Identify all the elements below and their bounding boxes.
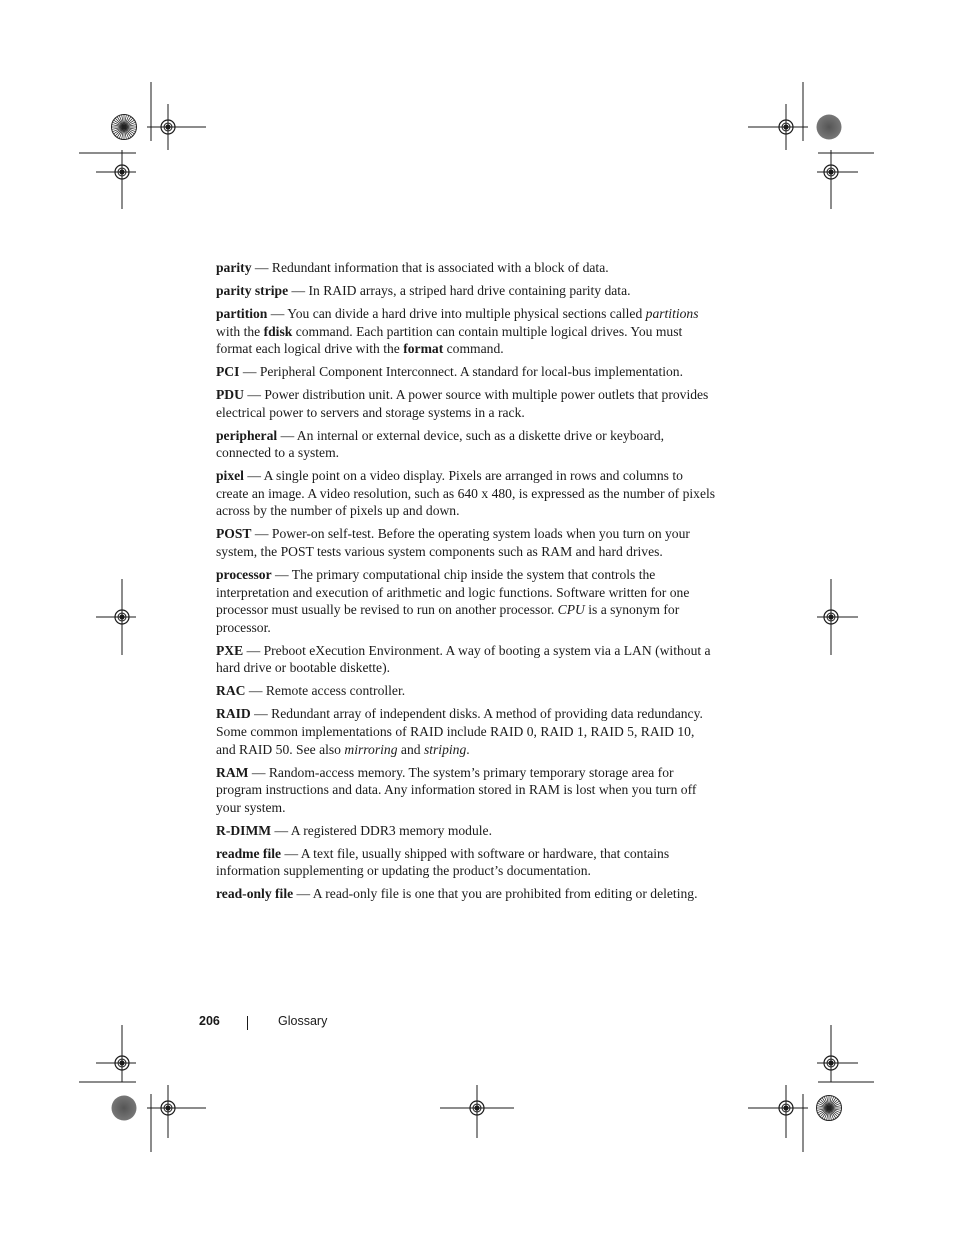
crop-mark: [79, 82, 151, 153]
definition-text: — A read-only file is one that you are prohibited from editing or deleting.: [293, 886, 698, 902]
definition-text: is a synonym for processor.: [216, 602, 680, 635]
glossary-entry: [216, 363, 716, 381]
definition-text: — Peripheral Component Interconnect. A standard for local-bus implementation.: [239, 364, 683, 380]
gray-target-icon: [112, 1096, 137, 1121]
definition-text: — Random-access memory. The system’s primary temporary storage area for program instructions and data. Any information stored in RAM is lost when you turn off your system.: [216, 764, 697, 815]
glossary-entry: [216, 705, 716, 758]
definition-text: with the: [216, 323, 264, 339]
glossary-entries: [216, 259, 716, 908]
glossary-term: RAID: [216, 706, 251, 722]
crop-mark: [803, 82, 874, 153]
definition-text: — Power distribution unit. A power source with multiple power outlets that provides electrical power to servers and storage systems in a rack.: [216, 387, 709, 420]
star-target-icon: [817, 1096, 842, 1121]
star-target-icon: [112, 115, 137, 140]
definition-text: — Preboot eXecution Environment. A way of booting a system via a LAN (without a hard drive or bootable diskette).: [216, 642, 711, 676]
glossary-entry: [216, 885, 716, 903]
definition-text: — An internal or external device, such as a diskette drive or keyboard, connected to a system.: [216, 427, 665, 461]
definition-text: — The primary computational chip inside the system that controls the interpretation and execution of arithmetic and logic functions. Software written for one processor must usually be revised to run on another processor.: [216, 567, 690, 618]
glossary-term: parity stripe: [216, 282, 289, 298]
glossary-entry: [216, 764, 716, 817]
glossary-entry: [216, 682, 716, 700]
glossary-entry: [216, 822, 716, 840]
gray-target-icon: [817, 115, 842, 140]
definition-text: CPU: [557, 602, 585, 618]
crop-mark: [803, 1082, 874, 1152]
definition-text: — Redundant array of independent disks. A method of providing data redundancy. Some common implementations of RAID include RAID 0, RAID 1, RAID 5, RAID 10, and RAID 50. See also: [216, 706, 703, 757]
crop-mark: [79, 1082, 151, 1152]
definition-text: command.: [443, 341, 504, 357]
definition-text: and: [397, 741, 424, 757]
definition-text: — In RAID arrays, a striped hard drive containing parity data.: [288, 282, 631, 298]
definition-text: — Redundant information that is associated with a block of data.: [251, 260, 609, 275]
definition-text: — Power-on self-test. Before the operating system loads when you turn on your system, the POST tests various system components such as RAM and hard drives.: [216, 526, 690, 560]
glossary-term: RAM: [216, 764, 249, 780]
definition-text: fdisk: [263, 323, 293, 339]
glossary-term: parity: [216, 260, 252, 275]
section-title: Glossary: [278, 1014, 328, 1028]
glossary-term: POST: [216, 526, 252, 542]
glossary-entry: [216, 386, 716, 421]
definition-text: .: [466, 741, 470, 757]
glossary-entry: [216, 566, 716, 636]
definition-text: — A registered DDR3 memory module.: [271, 822, 492, 838]
glossary-term: peripheral: [216, 427, 278, 443]
glossary-entry: [216, 282, 716, 300]
definition-text: — Remote access controller.: [245, 683, 406, 699]
glossary-entry: [216, 845, 716, 880]
definition-text: — A single point on a video display. Pixels are arranged in rows and columns to create an image. A video resolution, such as 640 x 480, is expressed as the number of pixels across by the number of pixels up and down.: [216, 468, 716, 519]
page-footer: [199, 1014, 328, 1028]
glossary-term: RAC: [216, 683, 246, 699]
glossary-term: pixel: [216, 468, 244, 484]
glossary-entry: [216, 642, 716, 677]
glossary-term: PCI: [216, 364, 240, 380]
page-number: 206: [199, 1014, 220, 1028]
glossary-term: PXE: [216, 642, 244, 658]
definition-text: striping: [423, 741, 467, 757]
definition-text: partitions: [645, 305, 699, 321]
definition-text: mirroring: [344, 741, 398, 757]
glossary-entry: [216, 525, 716, 560]
footer-separator: [247, 1016, 248, 1030]
definition-text: — A text file, usually shipped with software or hardware, that contains information supplementing or updating the product’s documentation.: [216, 845, 670, 879]
glossary-term: processor: [216, 567, 272, 583]
glossary-entry: [216, 427, 716, 462]
definition-text: format: [403, 341, 444, 357]
glossary-term: R-DIMM: [216, 822, 272, 838]
glossary-term: PDU: [216, 387, 244, 403]
glossary-term: readme file: [216, 845, 282, 861]
glossary-entry: [216, 467, 716, 520]
definition-text: — You can divide a hard drive into multiple physical sections called: [267, 305, 646, 321]
glossary-term: partition: [216, 305, 268, 321]
definition-text: command. Each partition can contain multiple logical drives. You must format each logical drive with the: [216, 323, 683, 357]
glossary-term: read-only file: [216, 886, 294, 902]
glossary-entry: [216, 259, 716, 277]
glossary-entry: [216, 305, 716, 358]
